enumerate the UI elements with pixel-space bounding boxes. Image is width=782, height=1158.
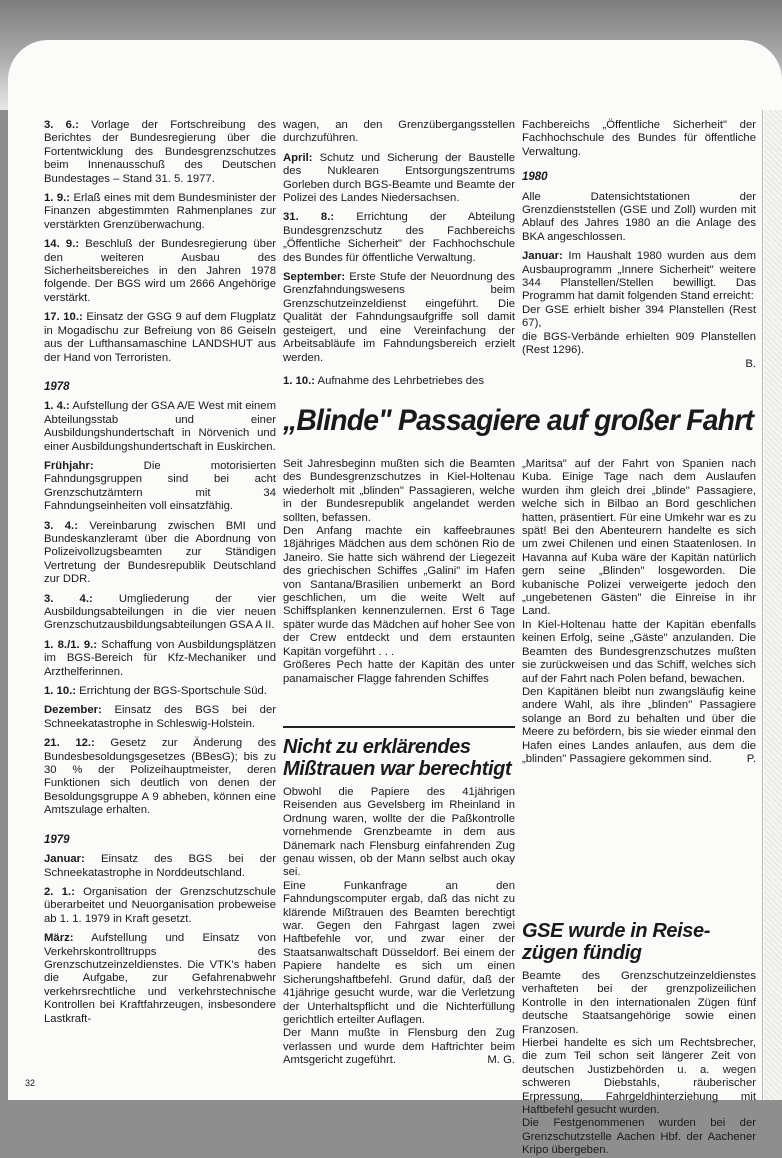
author-initial: B.	[745, 357, 756, 370]
entry-text: Beschluß der Bundesregierung über den weiteren Ausbau des Sicherheitsbereiches in den Jahren 1978 folgende. Der BGS wird um 2666 Angehörige verstärkt.	[44, 238, 276, 304]
entry	[44, 238, 276, 305]
paragraph: Hierbei handelte es sich um Rechtsbrecher, die zum Teil schon seit längerer Zeit von deutschen Justizbehörden u. a. wegen schweren Diebstahls, räuberischer Erpressung, Fahrgeldhinterziehung mit Haftbefehl gesucht wurden.	[522, 1037, 756, 1117]
article-headline	[522, 920, 756, 964]
chronology-column-2	[283, 119, 515, 394]
entry-text: Errichtung der BGS-Sportschule Süd.	[76, 685, 267, 698]
entry-continuation: wagen, an den Grenzübergangsstellen durchzuführen.	[283, 119, 515, 145]
paragraph: Seit Jahresbeginn mußten sich die Beamten des Bundesgrenzschutzes in Kiel-Holtenau wiederholt mit „blinden" Passagieren, welche in der Bundesrepublik angelandet werden sollten, befassen.	[283, 458, 515, 524]
entry-text: Die motorisierten Fahndungsgruppen sind bei acht Grenzschutzämtern mit 34 Fahndungseinheiten voll einsatzfähig.	[44, 459, 276, 513]
article-headline: „Blinde" Passagiere auf großer Fahrt	[283, 404, 754, 437]
entry	[283, 375, 515, 388]
entry-date: März:	[44, 932, 74, 945]
page-number: 32	[25, 1078, 36, 1088]
entry-text: Schutz und Sicherung der Baustelle des Nuklearen Entsorgungszentrums Gorleben durch BGS-Beamte und Beamte der Polizei des Landes Niedersachsen.	[283, 151, 515, 205]
entry-date: 14. 9.:	[44, 238, 80, 251]
entry	[44, 192, 276, 232]
entry	[44, 520, 276, 587]
entry-date: 2. 1.:	[44, 885, 75, 898]
entry	[44, 886, 276, 926]
entry	[44, 853, 276, 880]
year-heading-1979: 1979	[44, 833, 70, 846]
entry-text: Erste Stufe der Neuordnung des Grenzfahndungswesens beim Grenzschutzeinzeldienst eingeführt. Die Qualität der Fahndungsaufgriffe soll damit gesteigert, und eine Vereinfachung der Arbeitsabläufe im Fahndungsbereich erzielt werden.	[283, 271, 515, 364]
entry	[44, 685, 276, 698]
entry	[44, 932, 276, 1026]
entry-date: 1. 4.:	[44, 400, 70, 413]
paragraph: Den Kapitänen bleibt nun zwangsläufig keine andere Wahl, als ihre „blinden" Passagiere solange an Bord zu behalten und über die Meere zu befördern, bis sie wieder einmal den Hafen eines Landes anlaufen, aus dem die „blinden" Passagiere gekommen sind.	[522, 685, 756, 765]
entry-text: Einsatz des BGS bei der Schneekatastrophe in Schleswig-Holstein.	[44, 704, 276, 730]
paragraph: Den Anfang machte ein kaffeebraunes 18jähriges Mädchen aus dem schönen Rio de Janeiro. Sie hatte sich während der Liegezeit des griechischen Schiffes „Galini" im Hafen von Santana/Brasilien unbemerkt an Bord geschlichen, um die weite Welt auf Schiffsplanken kennenzulernen. Erst 6 Tage später wurde das Mädchen auf hoher See von der Crew entdeckt und dem erstaunten Kapitän vorgeführt . . .	[283, 525, 515, 658]
entry-date: 1. 9.:	[44, 192, 71, 205]
entry-text: Aufnahme des Lehrbetriebes des	[315, 374, 484, 387]
entry-text: Einsatz des BGS bei der Schneekatastrophe in Norddeutschland.	[44, 853, 276, 879]
divider	[283, 726, 515, 728]
entry	[44, 311, 276, 365]
entry-date: 1. 10.:	[44, 685, 77, 698]
headline-line: Mißtrauen war berechtigt	[283, 758, 512, 780]
entry: Alle Datensichtstationen der Grenzdienststellen (GSE und Zoll) wurden mit Ablauf des Jahres 1980 an die Anlage des BKA angeschlossen.	[522, 190, 756, 243]
entry	[522, 250, 756, 304]
article-blinde-passagiere-left	[283, 458, 515, 686]
entry	[44, 119, 276, 186]
headline-line: zügen fündig	[522, 942, 642, 964]
paragraph: Beamte des Grenzschutzeinzeldienstes verhafteten bei der grenzpolizeilichen Kontrolle in den internationalen Zügen fünf deutsche Staatsangehörige sowie einen Franzosen.	[522, 970, 756, 1036]
scan-margin	[764, 110, 782, 1100]
entry-date: 3. 4.:	[44, 519, 78, 532]
entry-text: Aufstellung der GSA A/E West mit einem Abteilungsstab und einer Ausbildungshundertschaft in Nörvenich und einer Ausbildungshundertschaft in Euskirchen.	[44, 400, 276, 453]
entry	[44, 704, 276, 731]
entry	[283, 211, 515, 265]
entry-text: Organisation der Grenzschutzschule überarbeitet und Neuorganisation probeweise ab 1. 1. 1979 in Kraft gesetzt.	[44, 885, 276, 925]
paragraph: Eine Funkanfrage an den Fahndungscomputer ergab, daß das nicht zu klärende Mißtrauen des Beamten berechtigt war. Gegen den Fahrgast lagen zwei Haftbefehle vor, und zwar einer der Staatsanwaltschaft Düsseldorf. Bei einem der Papiere handelte es sich um einen Sicherungshaftbefehl. Grund dafür, daß der 41jährige gesucht wurde, war die Verletzung der Unterhaltspflicht und die Nichterfüllung gerichtlich erteilter Auflagen.	[283, 879, 515, 1026]
entry-date: 17. 10.:	[44, 311, 83, 324]
entry-text: Vorlage der Fortschreibung des Berichtes der Bundesregierung über die Fortentwicklung des Bundesgrenzschutzes beim Innenausschuß des Deutschen Bundestages – Stand 31. 5. 1977.	[44, 119, 276, 185]
entry-date: 31. 8.:	[283, 211, 335, 224]
headline-line: Nicht zu erklärendes	[283, 736, 471, 758]
entry-text: Einsatz der GSG 9 auf dem Flugplatz in Mogadischu zur Befreiung von 86 Geiseln aus der Lufthansamaschine LANDSHUT aus der Hand von Terroristen.	[44, 311, 276, 364]
entry-date: Januar:	[522, 250, 563, 263]
entry-date: April:	[283, 151, 313, 164]
entry-line: die BGS-Verbände erhielten 909 Planstellen (Rest 1296).	[522, 330, 756, 357]
article-gse-fuendig	[522, 920, 756, 1158]
entry-date: 3. 4.:	[44, 592, 93, 605]
entry	[44, 593, 276, 633]
paragraph: Die Festgenommenen wurden bei der Grenzschutzstelle Aachen Hbf. der Aachener Kripo übergeben.	[522, 1117, 756, 1157]
entry-date: 3. 6.:	[44, 119, 79, 131]
entry	[44, 460, 276, 514]
entry-date: Frühjahr:	[44, 459, 94, 472]
author-initial: P.	[746, 752, 756, 765]
paragraph: „Maritsa" auf der Fahrt von Spanien nach Kuba. Einige Tage nach dem Auslaufen wurden ihm gleich drei „blinde" Passagiere, welche sich in Bilbao an Bord geschlichen hatten, präsentiert. Für eine Umkehr war es zu spät! Bei den Abenteurern handelte es sich um zwei Chilenen und einen Staatenlosen. In Havanna auf Kuba wäre der Kapitän natürlich gern seine „Blinden" losgeworden. Die kubanische Polizei verweigerte jedoch den „ungebetenen Gästen" die Einreise in ihr Land.	[522, 458, 756, 618]
article-headline	[283, 736, 515, 780]
entry-date: Januar:	[44, 853, 85, 866]
entry	[44, 400, 276, 454]
page-edge	[762, 110, 763, 1100]
chronology-column-1	[44, 119, 276, 1032]
article-blinde-passagiere-right	[522, 458, 756, 772]
entry-line: Der GSE erhielt bisher 394 Planstellen (Rest 67),	[522, 303, 756, 330]
chronology-column-3	[522, 119, 756, 377]
entry-text: Erlaß eines mit dem Bundesminister der Finanzen abgestimmten Rahmenplanes zur verstärkten Grenzüberwachung.	[44, 192, 276, 231]
year-heading-1978: 1978	[44, 380, 70, 393]
entry-date: Dezember:	[44, 704, 102, 717]
entry-date: 21. 12.:	[44, 737, 95, 750]
article-misstrauen	[283, 736, 515, 1074]
entry-date: September:	[283, 271, 346, 284]
paragraph: Der Mann mußte in Flensburg den Zug verlassen und wurde dem Haftrichter beim Amtsgericht zugeführt.	[283, 1027, 515, 1067]
entry-text: Vereinbarung zwischen BMI und Bundeskanzleramt über die Abordnung von Polizeivollzugsbeamten zur Ständigen Vertretung der Bundesrepublik Deutschland zur DDR.	[44, 519, 276, 586]
entry-text: Aufstellung und Einsatz von Verkehrskontrolltrupps des Grenzschutzeinzeldienstes. Die VTK's haben die Aufgabe, zur Gefahrenabwehr verkehrsrechtliche und verkehrstechnische Kontrollen bei Kraftfahrzeugen, insbesondere Lastkraft-	[44, 932, 276, 1025]
entry	[283, 152, 515, 206]
entry	[44, 737, 276, 817]
entry-text: Umgliederung der vier Ausbildungsabteilungen in die vier neuen Grenzschutzausbildungsabteilungen GSA A II.	[44, 592, 277, 632]
author-initial: M. G.	[487, 1054, 515, 1067]
entry-text: Im Haushalt 1980 wurden aus dem Ausbauprogramm „Innere Sicherheit" weitere 344 Planstellen/Stellen bewilligt. Das Programm hat damit folgenden Stand erreicht:	[522, 250, 756, 303]
paragraph: Größeres Pech hatte der Kapitän des unter panamaischer Flagge fahrenden Schiffes	[283, 659, 515, 685]
entry-text: Errichtung der Abteilung Bundesgrenzschutz des Fachbereichs „Öffentliche Sicherheit" der Fachhochschule des Bundes für öffentliche Verwaltung.	[283, 211, 515, 264]
entry	[283, 271, 515, 365]
entry-continuation: Fachbereichs „Öffentliche Sicherheit" der Fachhochschule des Bundes für öffentliche Verwaltung.	[522, 119, 756, 158]
paragraph: Obwohl die Papiere des 41jährigen Reisenden aus Gevelsberg im Rheinland in Ordnung waren, wollte der die Paßkontrolle vornehmende Grenzbeamte in dem aus Dänemark nach Flensburg einfahrenden Zug genau wissen, ob der Mann selbst auch okay sei.	[283, 786, 515, 879]
entry	[44, 639, 276, 679]
paragraph: In Kiel-Holtenau hatte der Kapitän ebenfalls keinen Erfolg, seine „Gäste" anzulanden. Die Beamten des Bundesgrenzschutzes mußten sie zurückweisen und das Schiff, welches sich auf der Fahrt nach Polen befand, bewachen.	[522, 618, 756, 685]
entry-date: 1. 8./1. 9.:	[44, 638, 98, 651]
entry-text: Gesetz zur Änderung des Bundesbesoldungsgesetzes (BBesG); bis zu 30 % der Polizeihauptmeister, deren Funktionen sich deutlich von denen der Besoldungsgruppe A 9 abheben, können eine Amtszulage erhalten.	[44, 737, 276, 817]
year-heading-1980: 1980	[522, 171, 548, 184]
entry-date: 1. 10.:	[283, 374, 316, 387]
entry-text: Schaffung von Ausbildungsplätzen im BGS-Bereich für Kfz-Mechaniker und Arzthelferinnen.	[44, 638, 276, 678]
headline-line: GSE wurde in Reise-	[522, 920, 711, 942]
